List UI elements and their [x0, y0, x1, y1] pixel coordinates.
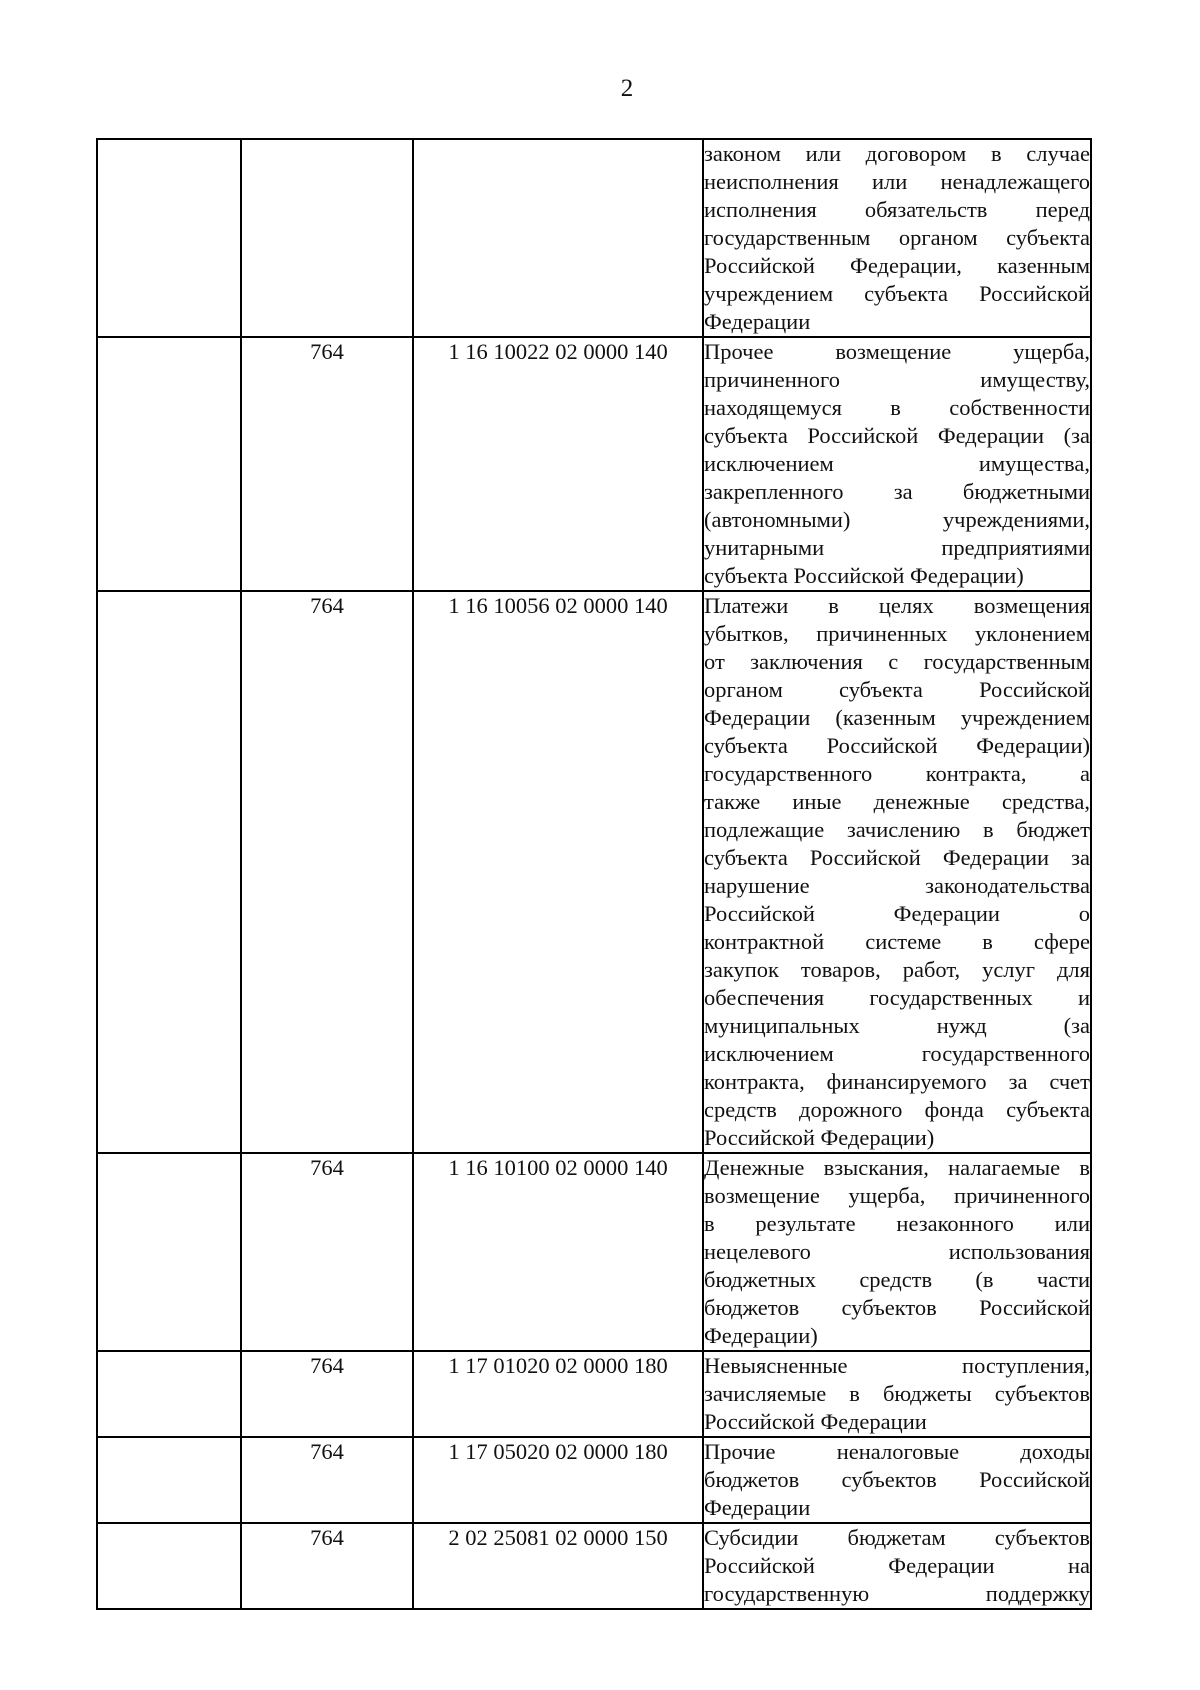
income-name-line: Российской Федерации — [704, 1409, 927, 1434]
row-empty-cell — [97, 1351, 241, 1437]
row-empty-cell — [97, 139, 241, 337]
table-row — [97, 1437, 1091, 1523]
income-name-line: Российской Федерации) — [704, 1125, 935, 1150]
table-row — [97, 1523, 1091, 1609]
table-row — [97, 591, 1091, 1153]
row-empty-cell — [97, 337, 241, 591]
income-name-line: убытков, причиненных уклонением — [704, 621, 1090, 646]
income-name-line: нецелевого использования — [704, 1239, 1090, 1264]
income-code-cell: 1 17 01020 02 0000 180 — [413, 1351, 703, 1437]
table-body — [97, 139, 1091, 1609]
table-row — [97, 337, 1091, 591]
income-name-cell — [703, 139, 1091, 337]
income-name-line: Российской Федерации, казенным — [704, 253, 1090, 278]
admin-code-cell: 764 — [241, 1153, 413, 1351]
income-name-line: Прочие неналоговые доходы — [704, 1439, 1090, 1464]
income-name-line: Прочее возмещение ущерба, — [704, 339, 1090, 364]
income-name-cell — [703, 1523, 1091, 1609]
admin-code-cell: 764 — [241, 1437, 413, 1523]
income-name-line: контракта, финансируемого за счет — [704, 1069, 1090, 1094]
income-name-line: государственным органом субъекта — [704, 225, 1090, 250]
budget-income-table — [96, 138, 1092, 1610]
income-name-line: Федерации) — [704, 1323, 818, 1348]
income-name-cell — [703, 337, 1091, 591]
income-name-line: Российской Федерации о — [704, 901, 1090, 926]
row-empty-cell — [97, 1437, 241, 1523]
table-row — [97, 1351, 1091, 1437]
income-name-line: Невыясненные поступления, — [704, 1353, 1090, 1378]
income-name-line: субъекта Российской Федерации (за — [704, 423, 1090, 448]
income-code-cell: 1 17 05020 02 0000 180 — [413, 1437, 703, 1523]
income-name-line: в результате незаконного или — [704, 1211, 1090, 1236]
admin-code-cell — [241, 139, 413, 337]
table-row — [97, 1153, 1091, 1351]
income-name-line: субъекта Российской Федерации) — [704, 563, 1024, 588]
income-name-line: подлежащие зачислению в бюджет — [704, 817, 1090, 842]
income-name-line: бюджетов субъектов Российской — [704, 1295, 1090, 1320]
income-code-cell: 1 16 10056 02 0000 140 — [413, 591, 703, 1153]
income-code-cell — [413, 139, 703, 337]
admin-code-cell: 764 — [241, 337, 413, 591]
income-name-line: Денежные взыскания, налагаемые в — [704, 1155, 1090, 1180]
income-name-line: государственного контракта, а — [704, 761, 1090, 786]
income-name-cell — [703, 591, 1091, 1153]
income-name-line: бюджетов субъектов Российской — [704, 1467, 1090, 1492]
income-name-line: обеспечения государственных и — [704, 985, 1090, 1010]
row-empty-cell — [97, 591, 241, 1153]
income-name-line: неисполнения или ненадлежащего — [704, 169, 1090, 194]
income-code-cell: 2 02 25081 02 0000 150 — [413, 1523, 703, 1609]
income-name-line: унитарными предприятиями — [704, 535, 1090, 560]
income-name-line: исключением имущества, — [704, 451, 1090, 476]
income-code-cell: 1 16 10100 02 0000 140 — [413, 1153, 703, 1351]
income-name-line: нарушение законодательства — [704, 873, 1090, 898]
income-name-line: возмещение ущерба, причиненного — [704, 1183, 1090, 1208]
income-name-line: субъекта Российской Федерации за — [704, 845, 1090, 870]
income-name-line: (автономными) учреждениями, — [704, 507, 1090, 532]
income-name-line: бюджетных средств (в части — [704, 1267, 1090, 1292]
income-name-line: также иные денежные средства, — [704, 789, 1090, 814]
table-row — [97, 139, 1091, 337]
income-name-line: находящемуся в собственности — [704, 395, 1090, 420]
income-name-line: средств дорожного фонда субъекта — [704, 1097, 1090, 1122]
income-name-line: Федерации — [704, 1495, 811, 1520]
income-name-line: законом или договором в случае — [704, 141, 1090, 166]
income-name-line: исполнения обязательств перед — [704, 197, 1090, 222]
row-empty-cell — [97, 1153, 241, 1351]
income-name-line: Российской Федерации на — [704, 1553, 1090, 1578]
admin-code-cell: 764 — [241, 591, 413, 1153]
income-name-cell — [703, 1153, 1091, 1351]
income-code-cell: 1 16 10022 02 0000 140 — [413, 337, 703, 591]
income-name-line: учреждением субъекта Российской — [704, 281, 1090, 306]
income-name-line: причиненного имуществу, — [704, 367, 1090, 392]
income-name-line: от заключения с государственным — [704, 649, 1090, 674]
income-name-line: органом субъекта Российской — [704, 677, 1090, 702]
income-name-line: Федерации (казенным учреждением — [704, 705, 1090, 730]
income-name-line: закрепленного за бюджетными — [704, 479, 1090, 504]
income-name-line: исключением государственного — [704, 1041, 1090, 1066]
income-name-line: Субсидии бюджетам субъектов — [704, 1525, 1090, 1550]
income-name-line: субъекта Российской Федерации) — [704, 733, 1090, 758]
income-name-line: зачисляемые в бюджеты субъектов — [704, 1381, 1090, 1406]
admin-code-cell: 764 — [241, 1351, 413, 1437]
income-name-cell — [703, 1437, 1091, 1523]
page-number: 2 — [620, 75, 634, 102]
income-name-line: государственную поддержку — [704, 1581, 1090, 1606]
income-name-cell — [703, 1351, 1091, 1437]
income-name-line: Платежи в целях возмещения — [704, 593, 1090, 618]
income-name-line: муниципальных нужд (за — [704, 1013, 1090, 1038]
admin-code-cell: 764 — [241, 1523, 413, 1609]
income-name-line: контрактной системе в сфере — [704, 929, 1090, 954]
income-name-line: закупок товаров, работ, услуг для — [704, 957, 1090, 982]
row-empty-cell — [97, 1523, 241, 1609]
income-name-line: Федерации — [704, 309, 811, 334]
